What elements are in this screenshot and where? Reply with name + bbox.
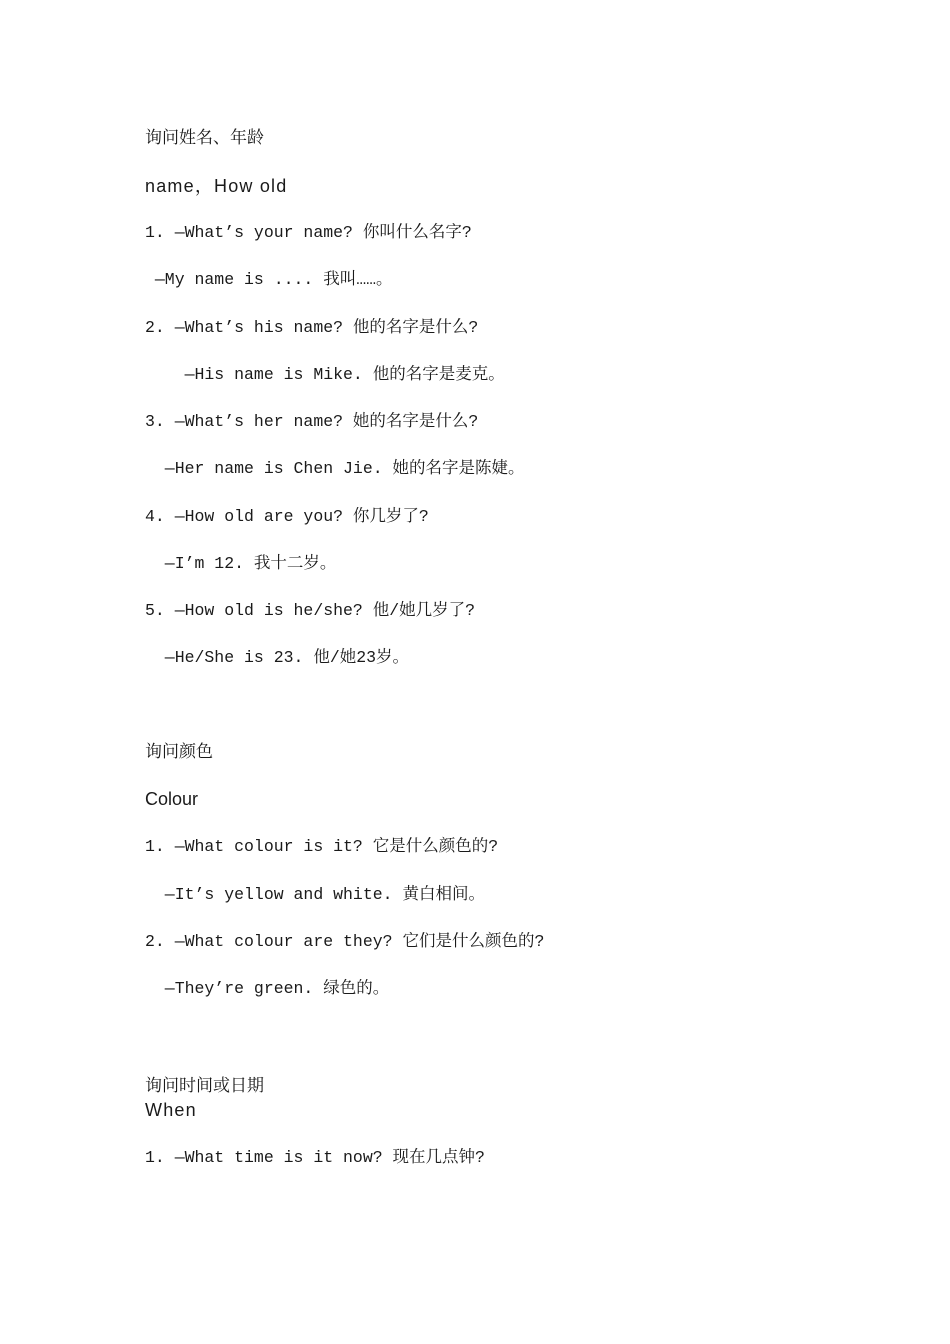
dialog-line: —They’re green. 绿色的。 [145, 979, 390, 998]
dialog-line: —His name is Mike. 他的名字是麦克。 [145, 365, 505, 384]
section-heading-name-age-cn: 询问姓名、年龄 [145, 128, 264, 148]
dialog-line: 3. —What’s her name? 她的名字是什么? [145, 412, 479, 431]
section-heading-when-en: When [145, 1100, 197, 1120]
dialog-line: 5. —How old is he/she? 他/她几岁了? [145, 601, 476, 620]
dialog-line: —Her name is Chen Jie. 她的名字是陈婕。 [145, 459, 525, 478]
dialog-line: 1. —What’s your name? 你叫什么名字? [145, 223, 472, 242]
dialog-line: 1. —What colour is it? 它是什么颜色的? [145, 837, 499, 856]
dialog-line: 2. —What colour are they? 它们是什么颜色的? [145, 932, 545, 951]
dialog-line: —He/She is 23. 他/她23岁。 [145, 648, 410, 667]
dialog-line: —My name is .... 我叫……。 [145, 270, 393, 289]
section-heading-when-cn: 询问时间或日期 [145, 1076, 264, 1096]
dialog-line: —I’m 12. 我十二岁。 [145, 554, 337, 573]
dialog-line: —It’s yellow and white. 黄白相间。 [145, 885, 485, 904]
dialog-line: 2. —What’s his name? 他的名字是什么? [145, 318, 479, 337]
section-heading-name-age-en: name，How old [145, 176, 288, 196]
dialog-line: 4. —How old are you? 你几岁了? [145, 507, 429, 526]
section-heading-colour-cn: 询问颜色 [145, 742, 213, 762]
dialog-line: 1. —What time is it now? 现在几点钟? [145, 1148, 485, 1167]
section-heading-colour-en: Colour [145, 789, 199, 809]
